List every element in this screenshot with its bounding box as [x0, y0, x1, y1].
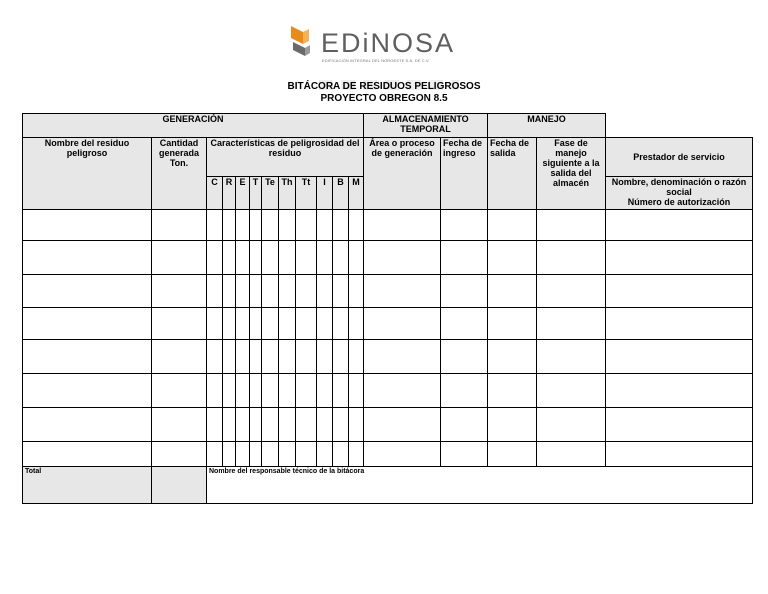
log-cell[interactable] — [23, 210, 152, 241]
log-cell[interactable] — [488, 308, 537, 340]
log-cell[interactable] — [488, 408, 537, 442]
log-row — [23, 275, 753, 308]
log-row — [23, 241, 753, 275]
code-e: E — [236, 177, 250, 210]
log-cell[interactable] — [317, 241, 333, 275]
log-cell[interactable] — [606, 340, 753, 374]
log-cell[interactable] — [23, 275, 152, 308]
log-cell[interactable] — [207, 210, 223, 241]
log-cell[interactable] — [223, 374, 236, 408]
log-cell[interactable] — [236, 408, 250, 442]
log-cell[interactable] — [236, 340, 250, 374]
log-cell[interactable] — [152, 374, 207, 408]
log-cell[interactable] — [606, 374, 753, 408]
log-cell[interactable] — [279, 340, 296, 374]
log-cell[interactable] — [236, 374, 250, 408]
log-cell[interactable] — [262, 210, 279, 241]
log-cell[interactable] — [279, 442, 296, 467]
log-cell[interactable] — [296, 241, 317, 275]
log-cell[interactable] — [317, 275, 333, 308]
log-cell[interactable] — [236, 241, 250, 275]
log-cell[interactable] — [279, 275, 296, 308]
log-cell[interactable] — [349, 308, 364, 340]
log-cell[interactable] — [333, 308, 349, 340]
log-cell[interactable] — [152, 275, 207, 308]
code-i: I — [317, 177, 333, 210]
log-cell[interactable] — [250, 374, 262, 408]
log-cell[interactable] — [333, 374, 349, 408]
log-row — [23, 442, 753, 467]
data-rows — [23, 210, 753, 467]
logo-wordmark: EDiNOSA — [321, 28, 456, 58]
log-cell[interactable] — [250, 275, 262, 308]
log-cell[interactable] — [441, 340, 488, 374]
log-cell[interactable] — [488, 442, 537, 467]
log-cell[interactable] — [296, 275, 317, 308]
responsable-tecnico-cell[interactable]: Nombre del responsable técnico de la bitácora — [207, 467, 753, 504]
total-value-cell[interactable] — [152, 467, 207, 504]
log-cell[interactable] — [207, 374, 223, 408]
log-cell[interactable] — [606, 408, 753, 442]
cantidad-header: Cantidad generada Ton. — [152, 138, 207, 210]
log-cell[interactable] — [262, 241, 279, 275]
code-th: Th — [279, 177, 296, 210]
prestador-header: Prestador de servicio — [606, 138, 753, 177]
log-cell[interactable] — [152, 408, 207, 442]
log-cell[interactable] — [349, 374, 364, 408]
log-cell[interactable] — [317, 442, 333, 467]
log-cell[interactable] — [296, 442, 317, 467]
company-logo — [289, 24, 459, 70]
log-cell[interactable] — [317, 408, 333, 442]
fecha-salida-header: Fecha de salida — [488, 138, 537, 210]
fase-manejo-header: Fase de manejo siguiente a la salida del almacén — [537, 138, 606, 210]
log-cell[interactable] — [152, 340, 207, 374]
log-cell[interactable] — [23, 408, 152, 442]
log-cell[interactable] — [364, 408, 441, 442]
log-cell[interactable] — [349, 408, 364, 442]
log-cell[interactable] — [364, 308, 441, 340]
log-cell[interactable] — [606, 308, 753, 340]
logo-tagline: EDIFICACIÓN INTEGRAL DEL NOROESTE S.A. DE C.V. — [322, 58, 430, 63]
log-cell[interactable] — [537, 408, 606, 442]
log-cell[interactable] — [223, 340, 236, 374]
log-cell[interactable] — [349, 241, 364, 275]
prestador-autorizacion: Número de autorización — [627, 197, 731, 207]
nombre-residuo-header: Nombre del residuo peligroso — [23, 138, 152, 210]
prestador-razon-social: Nombre, denominación o razón social — [611, 177, 747, 197]
log-cell[interactable] — [364, 210, 441, 241]
log-cell[interactable] — [207, 241, 223, 275]
log-cell[interactable] — [364, 442, 441, 467]
log-cell[interactable] — [364, 241, 441, 275]
log-cell[interactable] — [23, 308, 152, 340]
log-cell[interactable] — [262, 442, 279, 467]
project-name: PROYECTO OBREGON 8.5 — [320, 93, 448, 104]
log-cell[interactable] — [262, 340, 279, 374]
log-cell[interactable] — [223, 408, 236, 442]
log-row — [23, 210, 753, 241]
log-cell[interactable] — [441, 241, 488, 275]
log-cell[interactable] — [441, 374, 488, 408]
log-cell[interactable] — [317, 374, 333, 408]
log-cell[interactable] — [279, 408, 296, 442]
log-cell[interactable] — [441, 442, 488, 467]
log-cell[interactable] — [262, 374, 279, 408]
log-cell[interactable] — [537, 210, 606, 241]
log-cell[interactable] — [537, 340, 606, 374]
log-cell[interactable] — [279, 210, 296, 241]
log-cell[interactable] — [537, 442, 606, 467]
log-cell[interactable] — [279, 241, 296, 275]
log-cell[interactable] — [441, 275, 488, 308]
code-t: T — [250, 177, 262, 210]
log-cell[interactable] — [262, 308, 279, 340]
log-cell[interactable] — [236, 442, 250, 467]
log-row — [23, 408, 753, 442]
log-cell[interactable] — [250, 241, 262, 275]
log-row — [23, 374, 753, 408]
log-cell[interactable] — [152, 442, 207, 467]
log-cell[interactable] — [333, 241, 349, 275]
column-header-row — [23, 138, 753, 177]
manejo-header: MANEJO — [488, 114, 606, 138]
log-cell[interactable] — [606, 275, 753, 308]
log-cell[interactable] — [317, 340, 333, 374]
log-cell[interactable] — [296, 340, 317, 374]
log-cell[interactable] — [537, 308, 606, 340]
log-cell[interactable] — [223, 442, 236, 467]
log-cell[interactable] — [152, 210, 207, 241]
log-cell[interactable] — [488, 241, 537, 275]
log-cell[interactable] — [441, 408, 488, 442]
log-cell[interactable] — [223, 308, 236, 340]
log-cell[interactable] — [537, 241, 606, 275]
log-cell[interactable] — [223, 241, 236, 275]
code-te: Te — [262, 177, 279, 210]
code-tt: Tt — [296, 177, 317, 210]
log-cell[interactable] — [317, 210, 333, 241]
log-cell[interactable] — [250, 408, 262, 442]
log-cell[interactable] — [606, 210, 753, 241]
log-cell[interactable] — [236, 308, 250, 340]
log-cell[interactable] — [333, 408, 349, 442]
log-cell[interactable] — [296, 210, 317, 241]
log-cell[interactable] — [152, 308, 207, 340]
log-cell[interactable] — [488, 210, 537, 241]
log-cell[interactable] — [317, 308, 333, 340]
generacion-header: GENERACIÓN — [23, 114, 364, 138]
log-cell[interactable] — [250, 308, 262, 340]
log-cell[interactable] — [296, 408, 317, 442]
log-cell[interactable] — [250, 340, 262, 374]
log-cell[interactable] — [279, 374, 296, 408]
log-row — [23, 340, 753, 374]
log-cell[interactable] — [488, 275, 537, 308]
caracteristicas-header: Características de peligrosidad del residuo — [207, 138, 364, 177]
log-cell[interactable] — [223, 275, 236, 308]
total-label: Total — [23, 467, 152, 504]
code-c: C — [207, 177, 223, 210]
log-cell[interactable] — [606, 241, 753, 275]
log-cell[interactable] — [296, 374, 317, 408]
log-cell[interactable] — [262, 275, 279, 308]
code-b: B — [333, 177, 349, 210]
log-cell[interactable] — [23, 442, 152, 467]
log-cell[interactable] — [236, 210, 250, 241]
log-cell[interactable] — [364, 340, 441, 374]
fecha-ingreso-header: Fecha de ingreso — [441, 138, 488, 210]
log-cell[interactable] — [349, 340, 364, 374]
log-cell[interactable] — [441, 210, 488, 241]
log-cell[interactable] — [207, 442, 223, 467]
log-cell[interactable] — [279, 308, 296, 340]
log-cell[interactable] — [296, 308, 317, 340]
log-cell[interactable] — [23, 374, 152, 408]
code-r: R — [223, 177, 236, 210]
log-cell[interactable] — [262, 408, 279, 442]
log-cell[interactable] — [333, 210, 349, 241]
section-header-row — [23, 114, 753, 138]
log-cell[interactable] — [23, 241, 152, 275]
log-cell[interactable] — [488, 374, 537, 408]
log-cell[interactable] — [207, 408, 223, 442]
log-cell[interactable] — [349, 275, 364, 308]
log-cell[interactable] — [333, 340, 349, 374]
log-cell[interactable] — [364, 275, 441, 308]
log-cell[interactable] — [364, 374, 441, 408]
log-cell[interactable] — [349, 442, 364, 467]
log-row — [23, 308, 753, 340]
log-cell[interactable] — [250, 442, 262, 467]
prestador-detail-header — [606, 177, 753, 210]
waste-log-table — [22, 113, 753, 504]
log-cell[interactable] — [223, 210, 236, 241]
footer-row — [23, 467, 753, 504]
log-cell[interactable] — [207, 308, 223, 340]
edinosa-logo-icon — [289, 24, 311, 58]
document-title: BITÁCORA DE RESIDUOS PELIGROSOS — [287, 81, 481, 92]
log-cell[interactable] — [606, 442, 753, 467]
log-cell[interactable] — [250, 210, 262, 241]
log-cell[interactable] — [488, 340, 537, 374]
log-cell[interactable] — [537, 374, 606, 408]
log-cell[interactable] — [152, 241, 207, 275]
log-cell[interactable] — [207, 275, 223, 308]
almacenamiento-header: ALMACENAMIENTO TEMPORAL — [364, 114, 488, 138]
log-cell[interactable] — [349, 210, 364, 241]
log-cell[interactable] — [333, 442, 349, 467]
log-cell[interactable] — [236, 275, 250, 308]
log-cell[interactable] — [333, 275, 349, 308]
log-cell[interactable] — [441, 308, 488, 340]
log-cell[interactable] — [207, 340, 223, 374]
log-cell[interactable] — [23, 340, 152, 374]
area-proceso-header: Área o proceso de generación — [364, 138, 441, 210]
log-cell[interactable] — [537, 275, 606, 308]
code-m: M — [349, 177, 364, 210]
